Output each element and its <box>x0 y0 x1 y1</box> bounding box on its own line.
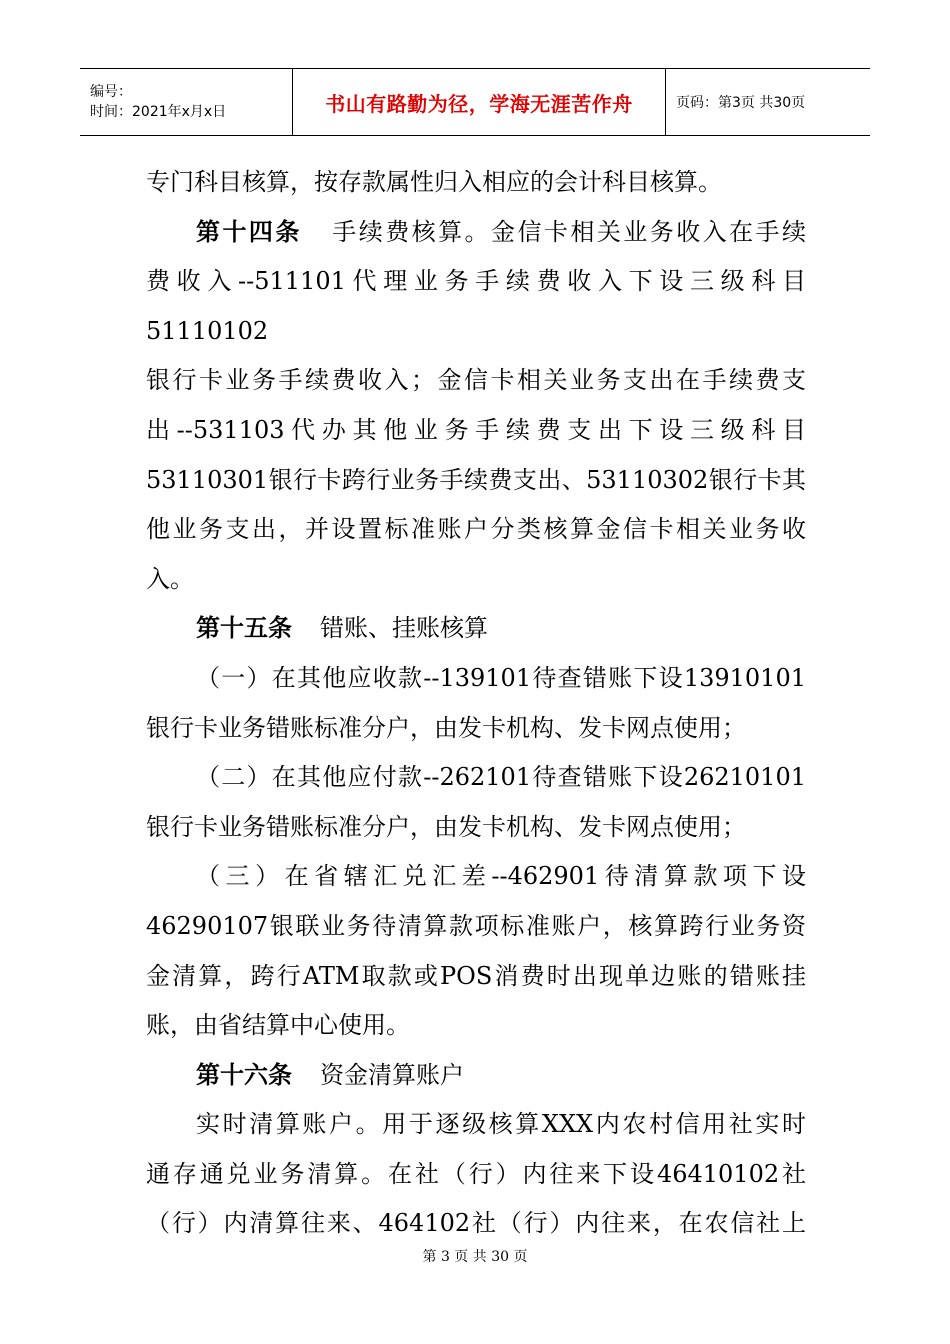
article-15-item-3-cont: 46290107银联业务待清算款项标准账户，核算跨行业务资 <box>146 911 806 940</box>
article-15-item-3-cont: 金清算，跨行ATM取款或POS消费时出现单边账的错账挂 <box>146 961 806 990</box>
page-header <box>80 68 870 136</box>
page-footer: 第 3 页 共 30 页 <box>422 1249 528 1265</box>
article-15-item-2: （二）在其他应付款--262101待查错账下设26210101 <box>196 763 806 792</box>
article-15-title: 第十五条 <box>196 614 292 643</box>
document-number-label: 编号： <box>90 84 132 100</box>
article-14-line: 银行卡业务手续费收入；金信卡相关业务支出在手续费支 <box>146 366 806 395</box>
article-14-text: 手续费核算。金信卡相关业务收入在手续 <box>329 217 807 246</box>
article-15-item-1-cont: 银行卡业务错账标准分户，由发卡机构、发卡网点使用； <box>146 713 746 742</box>
document-body <box>146 158 806 1249</box>
header-motto: 书山有路勤为径，学海无涯苦作舟 <box>325 91 633 116</box>
article-15-line <box>146 604 806 654</box>
article-15-item-3-cont: 账，由省结算中心使用。 <box>146 1011 410 1040</box>
header-left-cell <box>80 69 293 136</box>
header-page-info: 页码：第3页 共30页 <box>666 69 871 136</box>
article-16-text: 资金清算账户 <box>320 1060 464 1089</box>
realtime-clearing-line: 通存通兑业务清算。在社（行）内往来下设46410102社 <box>146 1159 806 1188</box>
article-15-text: 错账、挂账核算 <box>320 614 488 643</box>
article-15-item-2-cont: 银行卡业务错账标准分户，由发卡机构、发卡网点使用； <box>146 812 746 841</box>
document-date-label: 时间：2021年x月x日 <box>90 104 227 120</box>
article-15-item-3: （三）在省辖汇兑汇差--462901待清算款项下设 <box>196 862 806 891</box>
paragraph: 专门科目核算，按存款属性归入相应的会计科目核算。 <box>146 168 722 196</box>
article-16-line <box>146 1051 806 1101</box>
article-14-line: 出--531103代办其他业务手续费支出下设三级科目 <box>146 415 806 444</box>
article-14-line <box>146 208 806 258</box>
article-16-title: 第十六条 <box>196 1060 292 1089</box>
article-14-line: 入。 <box>146 564 194 593</box>
article-14-line: 他业务支出，并设置标准账户分类核算金信卡相关业务收 <box>146 515 806 544</box>
article-14-line: 53110301银行卡跨行业务手续费支出、53110302银行卡其 <box>146 465 806 494</box>
header-motto-cell <box>293 69 666 136</box>
article-14-title: 第十四条 <box>196 217 302 246</box>
realtime-clearing-line: 实时清算账户。用于逐级核算XXX内农村信用社实时 <box>196 1110 806 1139</box>
article-14-line: 费收入--511101代理业务手续费收入下设三级科目51110102 <box>146 267 806 345</box>
realtime-clearing-line: （行）内清算往来、464102社（行）内往来，在农信社上 <box>146 1209 806 1238</box>
article-15-item-1: （一）在其他应收款--139101待查错账下设13910101 <box>196 663 806 692</box>
